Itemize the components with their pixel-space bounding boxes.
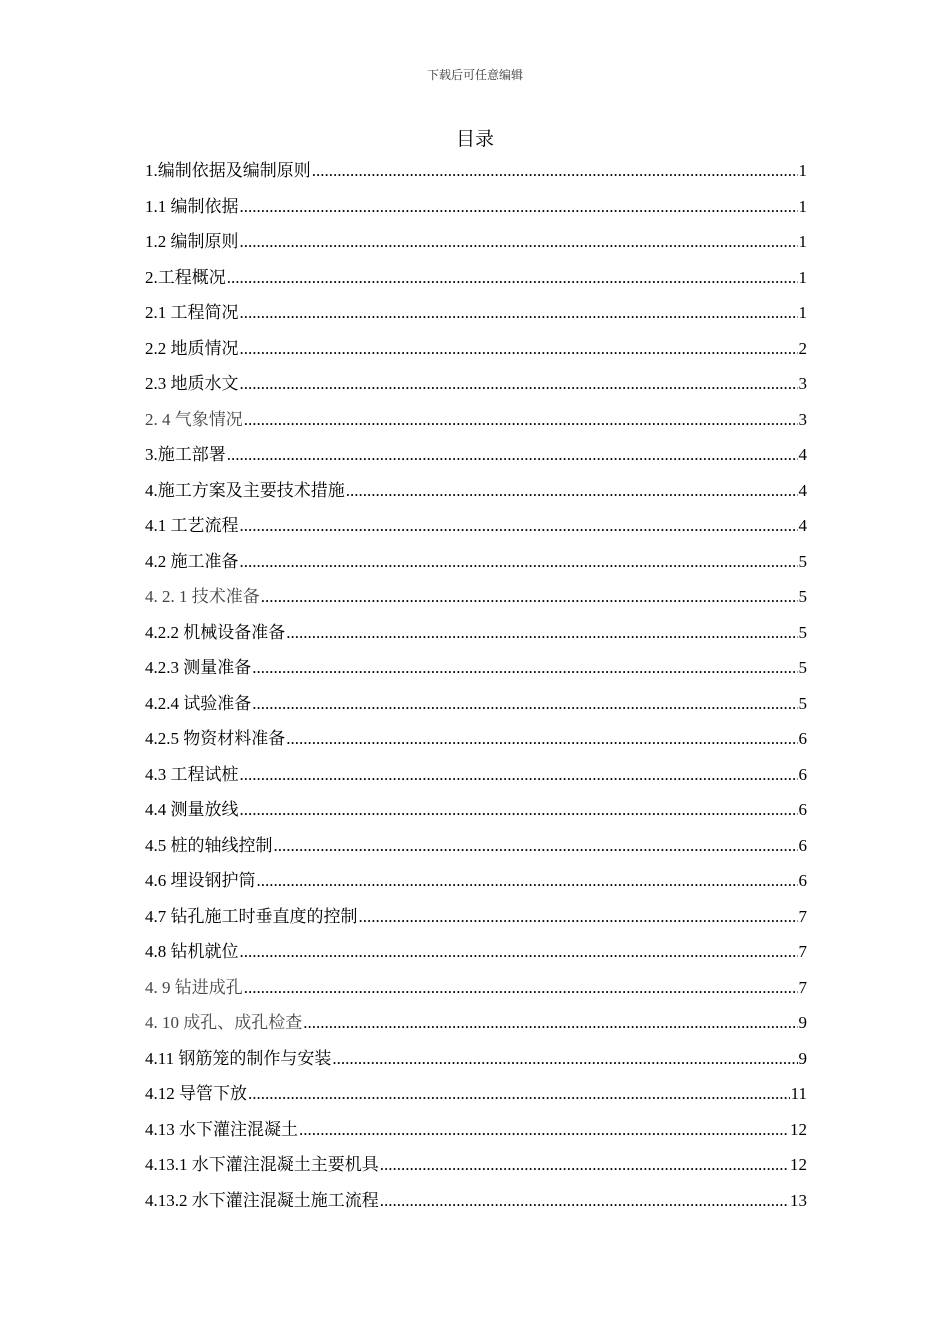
toc-entry-page: 5	[798, 622, 807, 642]
toc-entry-label: 4.7 钻孔施工时垂直度的控制	[145, 906, 358, 926]
toc-dot-leader	[274, 828, 798, 864]
toc-entry[interactable]	[145, 863, 807, 899]
toc-entry[interactable]	[145, 1183, 807, 1219]
toc-dot-leader	[286, 615, 797, 651]
toc-entry-page: 6	[798, 764, 807, 784]
toc-entry[interactable]	[145, 650, 807, 686]
toc-entry[interactable]	[145, 970, 807, 1006]
toc-entry-label: 4. 2. 1 技术准备	[145, 587, 260, 606]
toc-dot-leader	[346, 473, 798, 509]
toc-entry-page: 9	[798, 1048, 807, 1068]
toc-dot-leader	[257, 863, 798, 899]
toc-entry-page: 6	[798, 800, 807, 819]
toc-dot-leader	[380, 1147, 789, 1183]
toc-entry-page: 7	[798, 906, 807, 926]
toc-dot-leader	[248, 1076, 790, 1112]
toc-entry-page: 2	[798, 338, 807, 358]
toc-entry-page: 13	[790, 1190, 807, 1210]
toc-entry[interactable]	[145, 473, 807, 509]
toc-entry-label: 4.3 工程试桩	[145, 764, 239, 784]
toc-dot-leader	[299, 1112, 789, 1148]
toc-entry-label: 4.6 埋设钢护筒	[145, 871, 256, 890]
toc-entry-label: 4.13.2 水下灌注混凝土施工流程	[145, 1190, 379, 1210]
toc-entry-label: 3.施工部署	[145, 445, 226, 464]
toc-entry[interactable]	[145, 899, 807, 935]
toc-entry[interactable]	[145, 1112, 807, 1148]
toc-dot-leader	[252, 686, 797, 722]
toc-entry[interactable]	[145, 366, 807, 402]
toc-dot-leader	[240, 295, 798, 331]
toc-entry-page: 4	[798, 516, 807, 535]
toc-entry-label: 4.13 水下灌注混凝土	[145, 1119, 298, 1139]
toc-entry[interactable]	[145, 260, 807, 296]
page-header: 下载后可任意编辑	[426, 68, 523, 82]
toc-dot-leader	[303, 1005, 797, 1041]
toc-dot-leader	[332, 1041, 797, 1077]
toc-entry-page: 4	[798, 445, 807, 464]
toc-entry-label: 4.8 钻机就位	[145, 942, 239, 961]
toc-entry[interactable]	[145, 686, 807, 722]
toc-entry-label: 2.1 工程简况	[145, 303, 239, 322]
toc-entry[interactable]	[145, 1147, 807, 1183]
toc-entry-label: 4.2 施工准备	[145, 551, 239, 571]
toc-dot-leader	[244, 402, 798, 438]
toc-dot-leader	[252, 650, 797, 686]
toc-entry-label: 4.2.2 机械设备准备	[145, 622, 286, 642]
toc-entry-page: 1	[798, 267, 807, 287]
toc-entry[interactable]	[145, 828, 807, 864]
toc-entry[interactable]	[145, 402, 807, 438]
toc-entry-label: 4.施工方案及主要技术措施	[145, 480, 345, 500]
toc-dot-leader	[359, 899, 798, 935]
toc-dot-leader	[312, 153, 798, 189]
toc-entry-label: 1.2 编制原则	[145, 232, 239, 251]
toc-entry-page: 4	[798, 480, 807, 500]
toc-entry-label: 4.11 钢筋笼的制作与安装	[145, 1048, 332, 1068]
toc-entry-page: 9	[798, 1013, 807, 1032]
toc-dot-leader	[240, 792, 798, 828]
toc-entry-label: 4.1 工艺流程	[145, 516, 239, 535]
toc-dot-leader	[240, 934, 798, 970]
toc-dot-leader	[244, 970, 798, 1006]
toc-entry-page: 12	[790, 1155, 807, 1174]
toc-entry-label: 2.3 地质水文	[145, 374, 239, 393]
toc-dot-leader	[286, 721, 797, 757]
toc-entry-label: 4.2.4 试验准备	[145, 693, 252, 713]
toc-entry-page: 12	[790, 1119, 807, 1139]
toc-entry[interactable]	[145, 934, 807, 970]
toc-entry-page: 5	[798, 587, 807, 606]
toc-dot-leader	[240, 757, 798, 793]
toc-dot-leader	[240, 544, 798, 580]
toc-entry-label: 4.12 导管下放	[145, 1084, 247, 1103]
toc-entry-page: 11	[790, 1084, 807, 1103]
toc-dot-leader	[240, 224, 798, 260]
toc-entry-label: 4.2.5 物资材料准备	[145, 729, 286, 748]
toc-entry-page: 3	[798, 374, 807, 393]
toc-entry[interactable]	[145, 1076, 807, 1112]
table-of-contents	[145, 153, 807, 1218]
toc-entry-page: 7	[798, 977, 807, 997]
toc-entry-label: 4.5 桩的轴线控制	[145, 835, 273, 855]
toc-entry-page: 6	[798, 729, 807, 748]
toc-entry-label: 4.2.3 测量准备	[145, 658, 252, 677]
toc-entry[interactable]	[145, 437, 807, 473]
toc-entry[interactable]	[145, 615, 807, 651]
toc-entry[interactable]	[145, 295, 807, 331]
toc-entry-label: 2.工程概况	[145, 267, 226, 287]
toc-entry-page: 1	[798, 196, 807, 216]
toc-entry-label: 1.编制依据及编制原则	[145, 161, 311, 180]
toc-entry-label: 4. 9 钻进成孔	[145, 977, 243, 997]
toc-entry-page: 6	[798, 871, 807, 890]
toc-entry-label: 2. 4 气象情况	[145, 409, 243, 429]
toc-entry[interactable]	[145, 1005, 807, 1041]
toc-dot-leader	[240, 508, 798, 544]
toc-entry-page: 1	[798, 303, 807, 322]
toc-title: 目录	[455, 129, 494, 150]
toc-entry[interactable]	[145, 1041, 807, 1077]
toc-entry[interactable]	[145, 721, 807, 757]
toc-entry[interactable]	[145, 189, 807, 225]
toc-entry[interactable]	[145, 757, 807, 793]
toc-entry-label: 2.2 地质情况	[145, 338, 239, 358]
toc-dot-leader	[227, 260, 798, 296]
toc-dot-leader	[240, 189, 798, 225]
toc-entry-label: 1.1 编制依据	[145, 196, 239, 216]
toc-entry[interactable]	[145, 153, 807, 189]
toc-entry-page: 1	[798, 232, 807, 251]
toc-dot-leader	[240, 366, 798, 402]
toc-entry[interactable]	[145, 508, 807, 544]
toc-dot-leader	[261, 579, 798, 615]
toc-entry[interactable]	[145, 544, 807, 580]
toc-entry[interactable]	[145, 224, 807, 260]
toc-entry-label: 4.4 测量放线	[145, 800, 239, 819]
toc-entry-page: 5	[798, 658, 807, 677]
toc-entry[interactable]	[145, 331, 807, 367]
toc-entry[interactable]	[145, 792, 807, 828]
toc-entry-page: 6	[798, 835, 807, 855]
toc-entry-page: 5	[798, 693, 807, 713]
toc-dot-leader	[240, 331, 798, 367]
toc-entry-page: 7	[798, 942, 807, 961]
toc-dot-leader	[227, 437, 798, 473]
toc-dot-leader	[380, 1183, 789, 1219]
toc-entry-page: 3	[798, 409, 807, 429]
toc-entry-page: 1	[798, 161, 807, 180]
toc-entry-label: 4.13.1 水下灌注混凝土主要机具	[145, 1155, 379, 1174]
toc-entry[interactable]	[145, 579, 807, 615]
toc-entry-page: 5	[798, 551, 807, 571]
toc-entry-label: 4. 10 成孔、成孔检查	[145, 1013, 303, 1032]
